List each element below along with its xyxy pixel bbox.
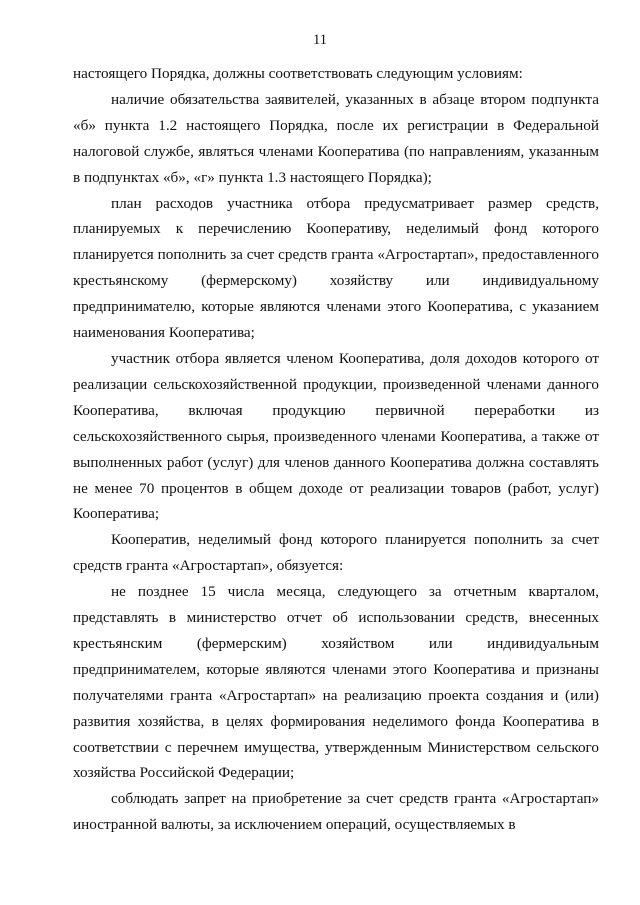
- paragraph-report-deadline: не позднее 15 числа месяца, следующего за отчетным кварталом, представлять в министерство отчет об использовании средств, внесенных крестьянским (фермерским) хозяйством или индивидуальным предпринимателем, которые являются членами этого Кооператива и признаны получателями гранта «Агростартап» на реализацию проекта создания и (или) развития хозяйства, в целях формирования неделимого фонда Кооператива в соответствии с перечнем имущества, утвержденным Министерством сельского хозяйства Российской Федерации;: [73, 583, 599, 782]
- paragraph-expense-plan: план расходов участника отбора предусматривает размер средств, планируемых к перечислению Кооперативу, неделимый фонд которого планируется пополнить за счет средств гранта «Агростартап», предоставленного крестьянскому (фермерскому) хозяйству или индивидуальному предпринимателю, которые являются членами этого Кооператива, с указанием наименования Кооператива;: [73, 194, 599, 342]
- paragraph-membership-obligation: наличие обязательства заявителей, указанных в абзаце втором подпункта «б» пункта 1.2 настоящего Порядка, после их регистрации в Федеральной налоговой службе, являться членами Кооператива (по направлениям, указанным в подпунктах «б», «г» пункта 1.3 настоящего Порядка);: [73, 90, 599, 186]
- paragraph-intro: настоящего Порядка, должны соответствовать следующим условиям:: [73, 65, 523, 82]
- page-number: 11: [313, 32, 327, 48]
- paragraph-cooperative-obligations: Кооператив, неделимый фонд которого планируется пополнить за счет средств гранта «Агростартап», обязуется:: [73, 531, 599, 575]
- paragraph-income-share: участник отбора является членом Кооператива, доля доходов которого от реализации сельскохозяйственной продукции, произведенной членами данного Кооператива, включая продукцию первичной переработки из сельскохозяйственного сырья, произведенного членами Кооператива, а также от выполненных работ (услуг) для членов данного Кооператива должна составлять не менее 70 процентов в общем доходе от реализации товаров (работ, услуг) Кооператива;: [73, 349, 599, 523]
- paragraph-currency-ban: соблюдать запрет на приобретение за счет средств гранта «Агростартап» иностранной валюты, за исключением операций, осуществляемых в: [73, 790, 599, 834]
- document-body: [73, 61, 599, 838]
